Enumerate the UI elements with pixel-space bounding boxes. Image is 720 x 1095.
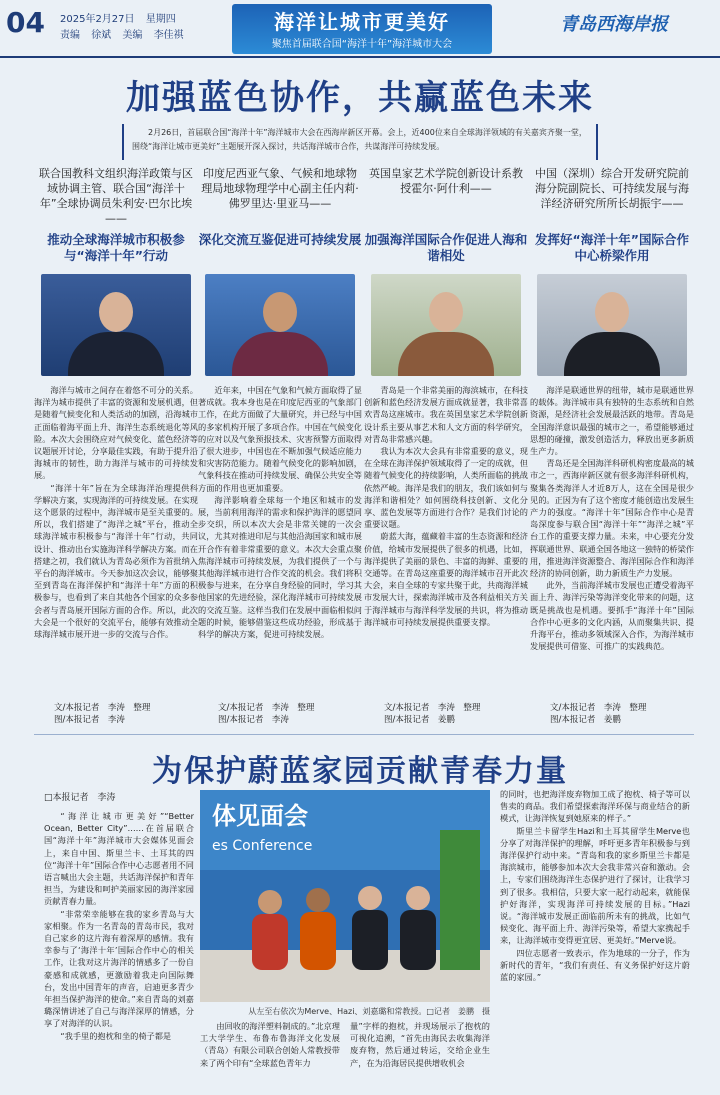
paper-name-logo: 青岛西海岸报 bbox=[560, 14, 668, 35]
speaker-head bbox=[99, 292, 133, 332]
speaker-intro: 中国（深圳）综合开发研究院前海分院副院长、可持续发展与海洋经济研究所所长胡振宇—— bbox=[535, 167, 689, 210]
speaker-intro: 联合国教科文组织海洋政策与区域协调主管、联合国“海洋十年”全球协调员朱利安·巴尔比埃—— bbox=[39, 167, 193, 225]
press-conference-illustration bbox=[200, 790, 490, 1002]
issue-date-line bbox=[60, 10, 184, 25]
story2-column-3: 量”字样的抱枕，并现场展示了抱枕的可视化追溯，“首先由海民去收集海洋废弃物，然后通过转运，交给企业生产，在为沿海居民提供增收机会 bbox=[350, 1021, 490, 1068]
interview-column-2 bbox=[198, 166, 362, 726]
designer-name: 李佳祺 bbox=[153, 30, 184, 41]
speaker-head bbox=[263, 292, 297, 332]
interview-subhead: 发挥好“海洋十年”国际合作中心桥梁作用 bbox=[535, 232, 689, 263]
issue-weekday: 星期四 bbox=[145, 14, 176, 25]
top-divider bbox=[0, 56, 720, 58]
story2-byline: □本报记者 李涛 bbox=[44, 793, 116, 803]
editor-line bbox=[60, 26, 192, 41]
byline-text: 文/本报记者 李涛 整理 bbox=[218, 703, 315, 713]
speaker-4-photo bbox=[537, 274, 687, 376]
speaker-intro: 印度尼西亚气象、气候和地球物理局地球物理学中心副主任内莉·佛罗里达·里亚马—— bbox=[201, 167, 359, 210]
interview-column-1 bbox=[34, 166, 198, 726]
editor-label: 责编 bbox=[60, 30, 80, 41]
interview-subhead: 推动全球海洋城市积极参与“海洋十年”行动 bbox=[47, 232, 185, 263]
story1-headline: 加强蓝色协作，共赢蓝色未来 bbox=[126, 78, 594, 118]
interview-body: 近年来，中国在气象和气候方面取得了显著成就。我本身也是在印度尼西亚的气象部门工作，在此方面做了大量研究，并已经与中国的多家机构开展了多项合作。中国在气候变化的应对以及气象预报技术、灾害预警方面取得了很大进步，中国也在不断加强气候适应能力和灾害防范能力。随着气候变化的影响加剧，气象科技在推动可持续发展、确保公共安全等方面的作用也更加重要。 海洋影响着全球每一个地区和城市的发展，当前利用海洋的需求和保护海洋的愿望同步交织，所以本次大会是非常关键的一次会议，尤其对推进印尼与其他沿海国家和城市展开合作有着非常重要的意义。本次大会重点聚焦海洋城市可持续发展，为我们提供了一个与其他海洋城市进行合作交流的机会。我们将积极参与进来，在分享自身经验的同时，学习其他国家的先进经验，深化海洋城市可持续发展的交流互鉴。这样当我们在发展中面临相似问题的时候，能够借鉴这些成功经验，形成基于科学的解决方案，促进可持续发展。 bbox=[198, 385, 362, 640]
interview-body: 海洋是联通世界的纽带，城市是联通世界的载体。海洋城市具有独特的生态系统和自然资源，是经济社会发展最活跃的地带。青岛是全国海洋意识最强的城市之一，希望能够通过思想的碰撞，激发创造活力，释放出更多新质生产力。 青岛还是全国海洋科研机构密度最高的城市之一，西海岸新区就有很多海洋科研机构，聚集各类海洋人才近8万人，这在全国是很少见的。正因为有了这个密度才能创造出发展生产力的强度。“海洋十年”国际合作中心是青岛深度参与联合国“海洋十年”“海洋之城”平台工作的重要支撑力量。未来，中心要充分发挥联通世界、联通全国各地这一独特的桥梁作用，推进海洋资源整合、海洋国际合作和海洋经济的协同创新，助力新质生产力发展。 此外，当前海洋城市发展也正遭受着海平面上升、海洋污染等海洋变化带来的问题，这既是挑战也是机遇。要抓手“海洋十年”国际合作中心更多的文化内涵，从而聚集共识、提升海平台，推动多领域深入合作，为海洋城市发展提供可借鉴、可推广的实践典范。 bbox=[530, 385, 694, 652]
speaker-head bbox=[429, 292, 463, 332]
byline-text: 文/本报记者 李涛 整理 bbox=[54, 703, 151, 713]
photo-caption: 从左至右依次为Merve、Hazi、刘嘉璐和常教授。□记者 姜鹏 摄 bbox=[248, 1007, 490, 1016]
section-banner bbox=[232, 4, 492, 54]
section-title: 海洋让城市更美好 bbox=[274, 10, 450, 34]
byline-photo: 图/本报记者 姜鹏 bbox=[550, 715, 621, 725]
story2-column-1: “海洋让城市更美好”“Better Ocean, Better City”……在首届联合国“海洋十年”海洋城市大会媒体见面会上，来自中国、斯里兰卡、土耳其的四位“海洋十年”国际合作中心志愿者用不同语言喊出大会主题，共话海洋保护和青年担当，为建设和呵护美丽家园的海洋家园贡献青春力量。 “非常荣幸能够在我的家乡青岛与大家相聚。作为一名青岛的青岛市民，我对自己家乡的这片海有着深厚的感情。我有幸参与了‘海洋十年’国际合作中心的相关工作，让我对这片海洋的情感多了一份自豪感和成就感，更激励着我走向国际舞台，发出中国青年的声音，启迪更多青少年担当保护海洋的使命。”来自青岛的刘嘉璐深情讲述了自己与海洋深厚的情感，分享了对海洋的认识。 “我手里的抱枕和坐的椅子都是 bbox=[44, 811, 194, 1041]
page-number: 04 bbox=[6, 6, 45, 39]
interview-column-4 bbox=[530, 166, 694, 726]
story1-lead: 2月26日，首届联合国“海洋十年”海洋城市大会在西海岸新区开幕。会上，近400位来自全球海洋领域的有关嘉宾齐聚一堂，围绕“海洋让城市更美好”主题展开深入探讨，共话海洋城市合作，共谋海洋可持续发展。 bbox=[122, 124, 598, 160]
byline-photo: 图/本报记者 李涛 bbox=[54, 715, 125, 725]
story2-column-2: 由回收的海洋塑料制成的。”北京理工大学学生、布鲁布鲁海洋文化发展（青岛）有限公司联合创始人常教授带来了两个印有“全球蓝色青年力 bbox=[200, 1021, 340, 1068]
section-subtitle: 聚焦首届联合国“海洋十年”海洋城市大会 bbox=[271, 39, 453, 50]
byline-text: 文/本报记者 李涛 整理 bbox=[550, 703, 647, 713]
speaker-2-photo bbox=[205, 274, 355, 376]
speaker-1-photo bbox=[41, 274, 191, 376]
speaker-3-photo bbox=[371, 274, 521, 376]
interview-body: 青岛是一个非常美丽的海滨城市，在科技创新和蓝色经济发展方面成就显著，我非常喜欢青岛这座城市。我在英国皇家艺术学院创新设计系主要从事艺术和人文方面的科学研究，对青岛非常感兴趣。 我认为本次大会具有非常重要的意义，现在全球在海洋保护领域取得了一定的成就，但随着气候变化的持续影响，人类所面临的挑战依然严峻。海洋是我们的朋友，我们该如何与海洋和谐相处？如何围绕科技创新、文化分享、蓝色发展等方面进行合作？是我们讨论的重要议题。 蔚蓝大海，蕴藏着丰富的生态资源和经济价值，给城市发展提供了很多的机遇，比如，海洋提供了美丽的景色、丰富的海鲜、重要的交通等。在青岛这座重要的海洋城市召开此次大会，来自全球的专家共聚于此，共商海洋城市发展大计，探索海洋城市及各利益相关方关于海洋城市与海洋科学发展的共识，将为推动海洋城市可持续发展提供重要支撑。 bbox=[364, 385, 528, 627]
story2-headline: 为保护蔚蓝家园贡献青春力量 bbox=[152, 754, 568, 789]
backdrop-text: 体见面会 bbox=[212, 802, 308, 830]
story2-column-4: 的同时，也把海洋废弃物加工成了抱枕、椅子等可以售卖的商品。我们希望探索海洋环保与商业结合的新模式，让海洋恢复到她原来的样子。” 斯里兰卡留学生Hazi和土耳其留学生Merve也分享了对海洋保护的理解，呼吁更多青年积极参与到海洋保护行动中来。“青岛和我的家乡斯里兰卡都是海滨城市，能够参加本次大会我非常兴奋和激动。会上，专家们围绕海洋生态保护进行了探讨，让我学习到了很多。我相信，只要大家一起行动起来，就能保护好海洋，实现海洋可持续发展的目标。”Hazi说。“海洋城市发展正面临前所未有的挑战，比如气候变化、海平面上升、海洋污染等，希望大家携起手来，让海洋城市变得更宜居、更美好。”Merve说。 四位志愿者一致表示，作为地球的一分子，作为新时代的青年，“我们有责任、有义务保护好这片蔚蓝的家园。” bbox=[500, 789, 690, 983]
interview-body: 海洋与城市之间存在着悠不可分的关系。海洋为城市提供了丰富的资源和发展机遇，但是随着气候变化和人类活动的加剧，沿海城市正面临着海平面上升、海洋生态系统退化等风险。本次大会围绕应对气候变化、蓝色经济等议题展开讨论，分享最佳实践，有助于提升沿海城市的韧性，助力海洋与城市的可持续发展。 “海洋十年”旨在为全球海洋治理提供科学解决方案，实现海洋的可持续发展。在实现这个愿景的过程中，海洋城市是至关重要的。所以，我们搭建了“海洋之城”平台，推动全球海洋城市积极参与“海洋十年”行动，共同设计、推动出台实施海洋科学解决方案。而在搭建之初，我们就认为青岛必须作为首批纳入平台的海洋城市。今天参加这次会议，能够聚至到青岛在海洋保护和“海洋十年”方面的积极参与，也看到了来自其他各个国家的众多参会者与青岛展开国际方面的合作。所以，此次大会是一个很好的交流平台，能够有效推动全球海洋城市展开进一步的交流与合作。 bbox=[34, 385, 198, 640]
designer-label: 美编 bbox=[122, 30, 143, 41]
byline-text: 文/本报记者 李涛 整理 bbox=[384, 703, 481, 713]
interview-subhead: 深化交流互鉴促进可持续发展 bbox=[198, 232, 362, 247]
byline-photo: 图/本报记者 李涛 bbox=[218, 715, 289, 725]
byline-photo: 图/本报记者 姜鹏 bbox=[384, 715, 455, 725]
interview-subhead: 加强海洋国际合作促进人海和谐相处 bbox=[364, 232, 528, 263]
speaker-intro: 英国皇家艺术学院创新设计系教授霍尔·阿什利—— bbox=[369, 167, 523, 195]
backdrop-text-en: es Conference bbox=[212, 838, 313, 854]
press-conference-photo bbox=[200, 790, 490, 1002]
editor-name: 徐斌 bbox=[91, 30, 112, 41]
issue-date: 2025年2月27日 bbox=[60, 14, 135, 25]
masthead bbox=[0, 0, 720, 56]
speaker-head bbox=[595, 292, 629, 332]
interview-column-3 bbox=[364, 166, 528, 726]
section-divider bbox=[34, 734, 694, 735]
